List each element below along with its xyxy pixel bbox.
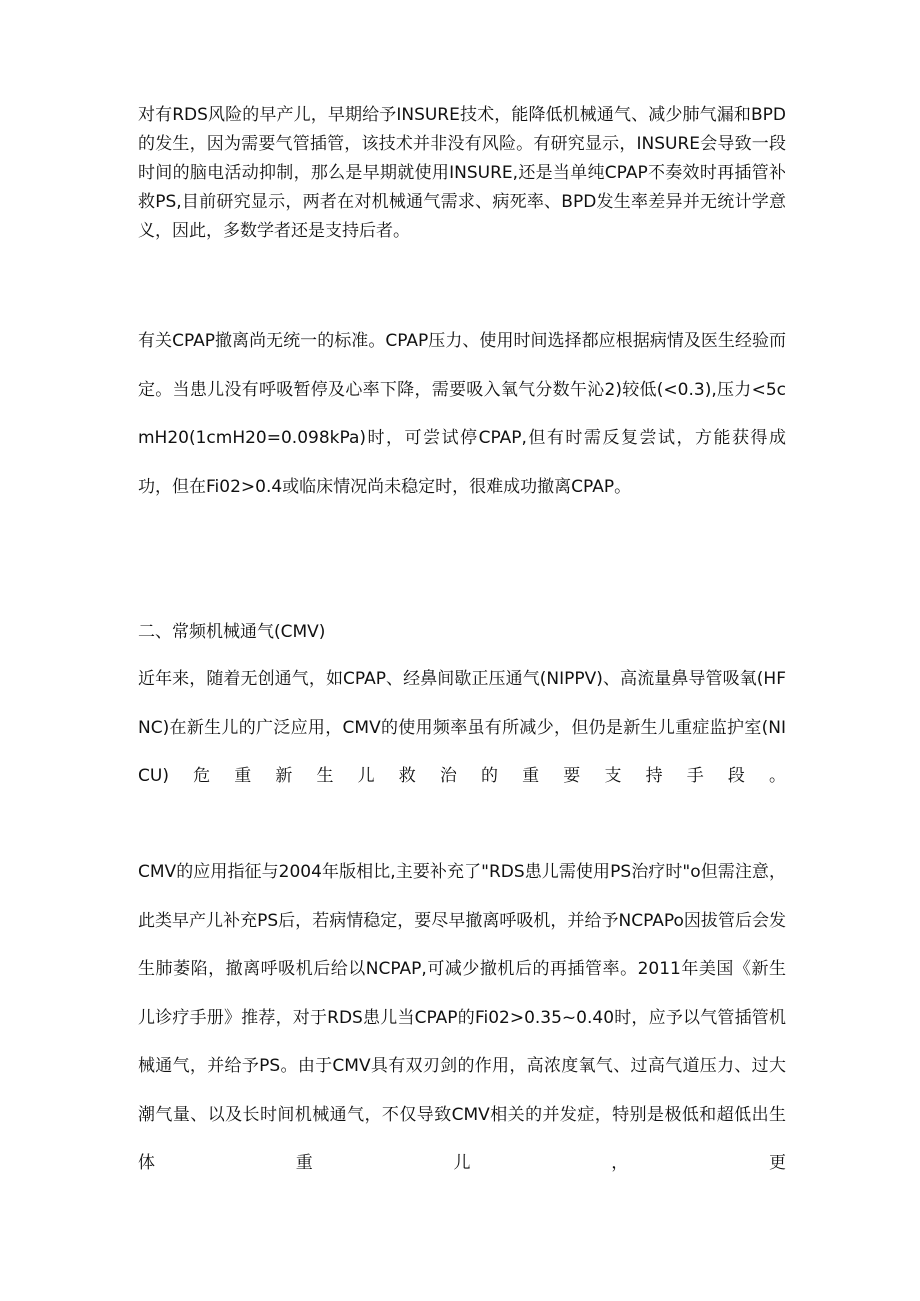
paragraph-cmv-indications: CMV的应用指征与2004年版相比,主要补充了"RDS患儿需使用PS治疗时"o但需注意，此类早产儿补充PS后，若病情稳定，要尽早撤离呼吸机，并给予NCPAPo因拔管后会发生肺萎陷，撤离呼吸机后给以NCPAP,可减少撤机后的再插管率。2011年美国《新生儿诊疗手册》推荐，对于RDS患儿当CPAP的Fi02>0.35~0.40时，应予以气管插管机械通气，并给予PS。由于CMV具有双刃剑的作用，高浓度氧气、过高气道压力、过大潮气量、以及长时间机械通气，不仅导致CMV相关的并发症，特别是极低和超低出生体重儿，更 — [138, 862, 786, 1173]
section-heading-cmv: 二、常频机械通气(CMV) — [138, 622, 326, 642]
paragraph-cpap-weaning: 有关CPAP撤离尚无统一的标准。CPAP压力、使用时间选择都应根据病情及医生经验而定。当患儿没有呼吸暂停及心率下降，需要吸入氧气分数午沁2)较低(<0.3),压力<5cmH20(1cmH20=0.098kPa)时，可尝试停CPAP,但有时需反复尝试，方能获得成功，但在Fi02>0.4或临床情况尚未稳定时，很难成功撤离CPAP。 — [138, 331, 786, 497]
paragraph-cmv-intro: 近年来，随着无创通气，如CPAP、经鼻间歇正压通气(NIPPV)、高流量鼻导管吸氧(HFNC)在新生儿的广泛应用，CMV的使用频率虽有所减少，但仍是新生儿重症监护室(NICU)危重新生儿救治的重要支持手段。 — [138, 669, 786, 786]
paragraph-insure: 对有RDS风险的早产儿，早期给予INSURE技术，能降低机械通气、减少肺气漏和BPD的发生，因为需要气管插管，该技术并非没有风险。有研究显示，INSURE会导致一段时间的脑电活动抑制，那么是早期就使用INSURE,还是当单纯CPAP不奏效时再插管补救PS,目前研究显示，两者在对机械通气需求、病死率、BPD发生率差异并无统计学意义，因此，多数学者还是支持后者。 — [138, 105, 786, 241]
